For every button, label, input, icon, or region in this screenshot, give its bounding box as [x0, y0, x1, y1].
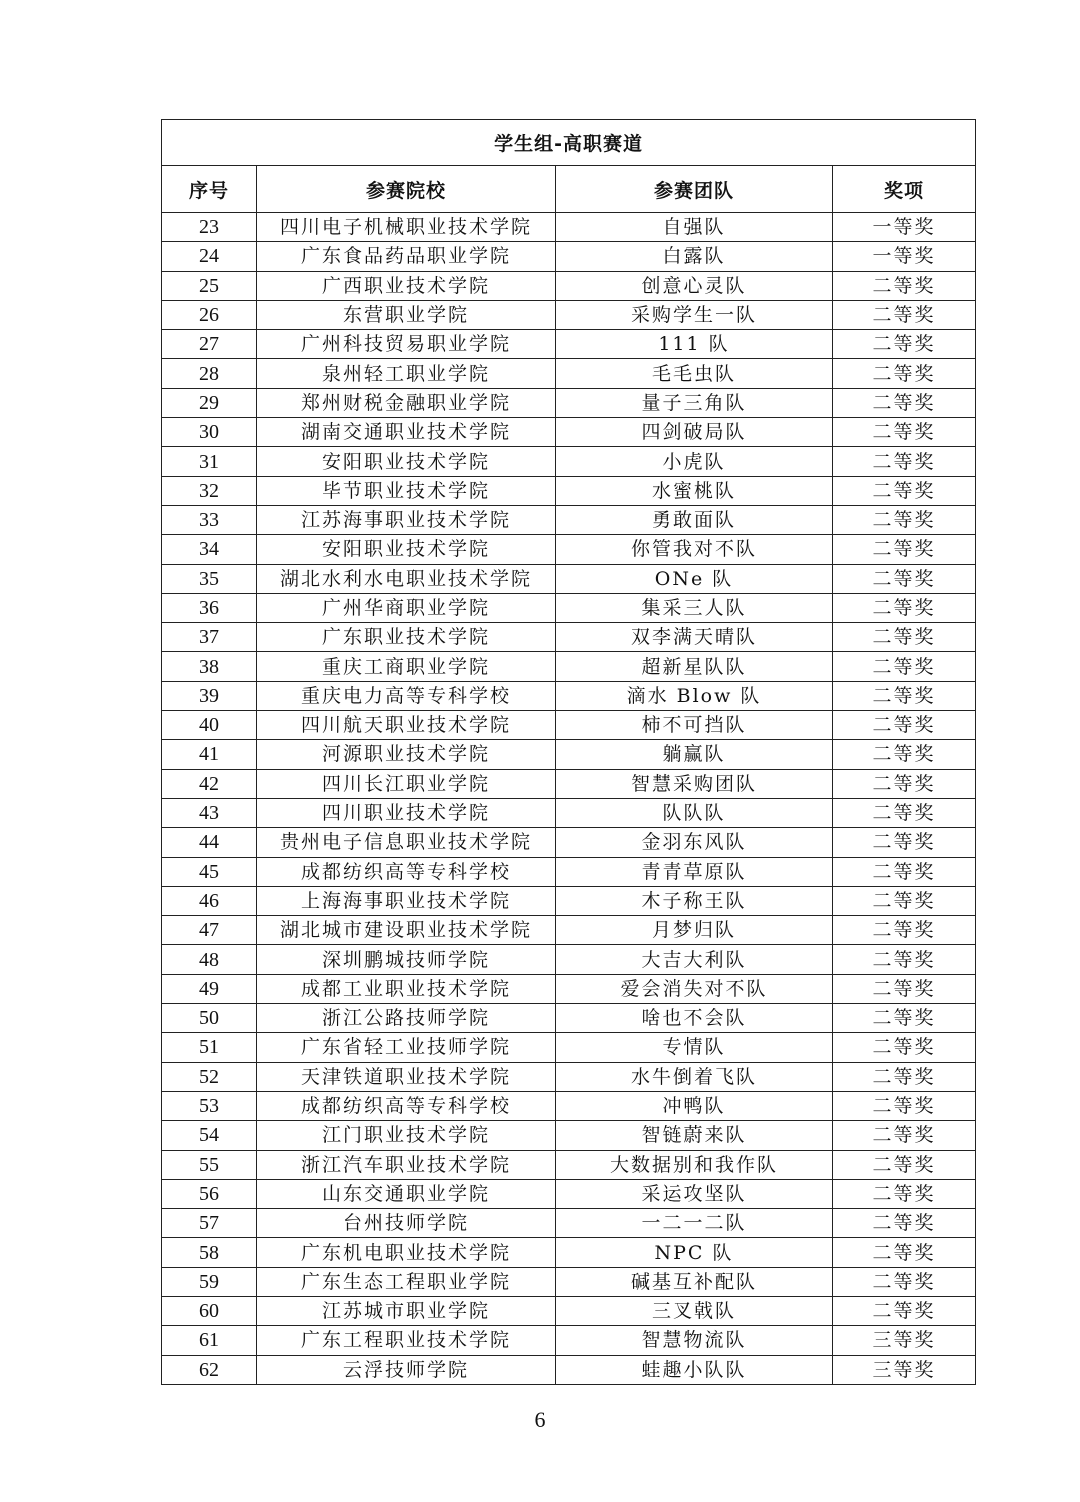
table-row [162, 945, 976, 974]
cell-school: 四川电子机械职业技术学院 [257, 213, 556, 242]
cell-no: 47 [162, 916, 257, 945]
cell-school: 江门职业技术学院 [257, 1121, 556, 1150]
cell-team: 小虎队 [556, 447, 833, 476]
cell-award: 三等奖 [833, 1355, 976, 1384]
cell-school: 江苏城市职业学院 [257, 1296, 556, 1325]
cell-team: 智慧物流队 [556, 1326, 833, 1355]
cell-school: 广西职业技术学院 [257, 271, 556, 300]
cell-award: 二等奖 [833, 711, 976, 740]
cell-school: 湖北城市建设职业技术学院 [257, 916, 556, 945]
cell-team: 啥也不会队 [556, 1004, 833, 1033]
cell-school: 浙江公路技师学院 [257, 1004, 556, 1033]
cell-school: 重庆电力高等专科学校 [257, 681, 556, 710]
cell-team: 智慧采购团队 [556, 769, 833, 798]
table-row [162, 1179, 976, 1208]
cell-award: 二等奖 [833, 388, 976, 417]
cell-team: 月梦归队 [556, 916, 833, 945]
cell-team: 采购学生一队 [556, 300, 833, 329]
table-title: 学生组-高职赛道 [162, 120, 976, 166]
cell-no: 34 [162, 535, 257, 564]
table-title-row [162, 120, 976, 166]
cell-no: 37 [162, 623, 257, 652]
cell-award: 一等奖 [833, 213, 976, 242]
cell-award: 二等奖 [833, 769, 976, 798]
cell-award: 二等奖 [833, 681, 976, 710]
cell-school: 贵州电子信息职业技术学院 [257, 828, 556, 857]
cell-no: 54 [162, 1121, 257, 1150]
cell-school: 四川航天职业技术学院 [257, 711, 556, 740]
cell-team: 一二一二队 [556, 1209, 833, 1238]
header-team: 参赛团队 [556, 166, 833, 213]
cell-team: 躺赢队 [556, 740, 833, 769]
table-row [162, 330, 976, 359]
cell-award: 二等奖 [833, 857, 976, 886]
cell-school: 安阳职业技术学院 [257, 447, 556, 476]
cell-team: 双李满天晴队 [556, 623, 833, 652]
cell-award: 二等奖 [833, 330, 976, 359]
table-row [162, 242, 976, 271]
cell-award: 二等奖 [833, 1238, 976, 1267]
cell-award: 三等奖 [833, 1326, 976, 1355]
table-row [162, 1296, 976, 1325]
cell-award: 二等奖 [833, 916, 976, 945]
cell-no: 62 [162, 1355, 257, 1384]
cell-no: 43 [162, 798, 257, 827]
cell-no: 38 [162, 652, 257, 681]
cell-team: 青青草原队 [556, 857, 833, 886]
cell-team: NPC 队 [556, 1238, 833, 1267]
cell-team: 大数据别和我作队 [556, 1150, 833, 1179]
cell-school: 江苏海事职业技术学院 [257, 505, 556, 534]
table-row [162, 1033, 976, 1062]
cell-no: 51 [162, 1033, 257, 1062]
table-row [162, 857, 976, 886]
cell-team: ONe 队 [556, 564, 833, 593]
cell-award: 二等奖 [833, 1150, 976, 1179]
header-award: 奖项 [833, 166, 976, 213]
cell-team: 滴水 Blow 队 [556, 681, 833, 710]
cell-school: 广州科技贸易职业学院 [257, 330, 556, 359]
cell-no: 39 [162, 681, 257, 710]
cell-award: 二等奖 [833, 652, 976, 681]
cell-school: 广东机电职业技术学院 [257, 1238, 556, 1267]
cell-team: 111 队 [556, 330, 833, 359]
cell-no: 60 [162, 1296, 257, 1325]
cell-award: 二等奖 [833, 564, 976, 593]
cell-no: 53 [162, 1091, 257, 1120]
cell-award: 二等奖 [833, 359, 976, 388]
cell-no: 46 [162, 886, 257, 915]
cell-no: 35 [162, 564, 257, 593]
cell-team: 队队队 [556, 798, 833, 827]
cell-school: 浙江汽车职业技术学院 [257, 1150, 556, 1179]
table-row [162, 1062, 976, 1091]
cell-award: 二等奖 [833, 1267, 976, 1296]
cell-team: 专情队 [556, 1033, 833, 1062]
table-row [162, 974, 976, 1003]
cell-no: 29 [162, 388, 257, 417]
cell-award: 二等奖 [833, 447, 976, 476]
cell-award: 二等奖 [833, 535, 976, 564]
cell-school: 湖北水利水电职业技术学院 [257, 564, 556, 593]
cell-no: 56 [162, 1179, 257, 1208]
cell-award: 二等奖 [833, 1179, 976, 1208]
cell-school: 天津铁道职业技术学院 [257, 1062, 556, 1091]
table-row [162, 359, 976, 388]
table-row [162, 535, 976, 564]
table-row [162, 593, 976, 622]
table-row [162, 564, 976, 593]
table-row [162, 1091, 976, 1120]
cell-no: 48 [162, 945, 257, 974]
table-row [162, 1238, 976, 1267]
cell-award: 二等奖 [833, 271, 976, 300]
cell-award: 二等奖 [833, 623, 976, 652]
cell-team: 蛙趣小队队 [556, 1355, 833, 1384]
table-body [162, 213, 976, 1385]
cell-school: 成都纺织高等专科学校 [257, 1091, 556, 1120]
cell-team: 三叉戟队 [556, 1296, 833, 1325]
cell-team: 自强队 [556, 213, 833, 242]
cell-school: 广州华商职业学院 [257, 593, 556, 622]
cell-no: 50 [162, 1004, 257, 1033]
table-row [162, 1267, 976, 1296]
table-row [162, 447, 976, 476]
cell-team: 集采三人队 [556, 593, 833, 622]
header-no: 序号 [162, 166, 257, 213]
cell-award: 二等奖 [833, 828, 976, 857]
table-row [162, 1150, 976, 1179]
award-table [161, 119, 976, 1385]
cell-no: 23 [162, 213, 257, 242]
table-row [162, 916, 976, 945]
table-row [162, 271, 976, 300]
cell-school: 泉州轻工职业学院 [257, 359, 556, 388]
cell-award: 二等奖 [833, 798, 976, 827]
cell-no: 33 [162, 505, 257, 534]
table-row [162, 1121, 976, 1150]
table-row [162, 740, 976, 769]
cell-school: 山东交通职业学院 [257, 1179, 556, 1208]
cell-no: 57 [162, 1209, 257, 1238]
cell-no: 49 [162, 974, 257, 1003]
table-row [162, 769, 976, 798]
cell-no: 24 [162, 242, 257, 271]
cell-award: 二等奖 [833, 1062, 976, 1091]
cell-award: 二等奖 [833, 974, 976, 1003]
table-row [162, 886, 976, 915]
cell-no: 31 [162, 447, 257, 476]
table-row [162, 1004, 976, 1033]
cell-school: 广东生态工程职业学院 [257, 1267, 556, 1296]
cell-no: 55 [162, 1150, 257, 1179]
cell-award: 一等奖 [833, 242, 976, 271]
cell-award: 二等奖 [833, 505, 976, 534]
cell-school: 安阳职业技术学院 [257, 535, 556, 564]
cell-school: 台州技师学院 [257, 1209, 556, 1238]
cell-team: 勇敢面队 [556, 505, 833, 534]
cell-award: 二等奖 [833, 1033, 976, 1062]
cell-no: 42 [162, 769, 257, 798]
cell-no: 40 [162, 711, 257, 740]
page-number: 6 [534, 1407, 546, 1432]
cell-school: 广东工程职业技术学院 [257, 1326, 556, 1355]
cell-no: 30 [162, 418, 257, 447]
cell-school: 河源职业技术学院 [257, 740, 556, 769]
cell-award: 二等奖 [833, 300, 976, 329]
cell-no: 26 [162, 300, 257, 329]
cell-school: 成都纺织高等专科学校 [257, 857, 556, 886]
cell-award: 二等奖 [833, 1209, 976, 1238]
table-row [162, 300, 976, 329]
cell-school: 毕节职业技术学院 [257, 476, 556, 505]
cell-no: 45 [162, 857, 257, 886]
table-row [162, 418, 976, 447]
cell-school: 广东食品药品职业学院 [257, 242, 556, 271]
cell-team: 水蜜桃队 [556, 476, 833, 505]
table-header-row [162, 166, 976, 213]
cell-award: 二等奖 [833, 476, 976, 505]
cell-no: 25 [162, 271, 257, 300]
cell-team: 水牛倒着飞队 [556, 1062, 833, 1091]
cell-award: 二等奖 [833, 740, 976, 769]
cell-team: 木子称王队 [556, 886, 833, 915]
table-row [162, 652, 976, 681]
cell-award: 二等奖 [833, 1121, 976, 1150]
cell-team: 爱会消失对不队 [556, 974, 833, 1003]
cell-award: 二等奖 [833, 418, 976, 447]
cell-no: 32 [162, 476, 257, 505]
cell-team: 创意心灵队 [556, 271, 833, 300]
cell-no: 52 [162, 1062, 257, 1091]
cell-school: 郑州财税金融职业学院 [257, 388, 556, 417]
cell-school: 广东职业技术学院 [257, 623, 556, 652]
cell-school: 四川职业技术学院 [257, 798, 556, 827]
cell-team: 超新星队队 [556, 652, 833, 681]
cell-award: 二等奖 [833, 1004, 976, 1033]
table-row [162, 711, 976, 740]
cell-no: 27 [162, 330, 257, 359]
cell-school: 成都工业职业技术学院 [257, 974, 556, 1003]
table-row [162, 476, 976, 505]
cell-no: 36 [162, 593, 257, 622]
cell-school: 湖南交通职业技术学院 [257, 418, 556, 447]
cell-award: 二等奖 [833, 886, 976, 915]
cell-no: 44 [162, 828, 257, 857]
cell-award: 二等奖 [833, 1091, 976, 1120]
table-row [162, 505, 976, 534]
cell-team: 四剑破局队 [556, 418, 833, 447]
table-row [162, 681, 976, 710]
table-row [162, 1355, 976, 1384]
cell-team: 大吉大利队 [556, 945, 833, 974]
cell-team: 采运攻坚队 [556, 1179, 833, 1208]
table-row [162, 1326, 976, 1355]
cell-award: 二等奖 [833, 1296, 976, 1325]
cell-team: 你管我对不队 [556, 535, 833, 564]
cell-team: 柿不可挡队 [556, 711, 833, 740]
cell-team: 冲鸭队 [556, 1091, 833, 1120]
cell-team: 金羽东风队 [556, 828, 833, 857]
table-row [162, 623, 976, 652]
cell-school: 广东省轻工业技师学院 [257, 1033, 556, 1062]
cell-school: 云浮技师学院 [257, 1355, 556, 1384]
cell-team: 毛毛虫队 [556, 359, 833, 388]
cell-team: 智链蔚来队 [556, 1121, 833, 1150]
table-row [162, 798, 976, 827]
header-school: 参赛院校 [257, 166, 556, 213]
cell-no: 58 [162, 1238, 257, 1267]
cell-award: 二等奖 [833, 945, 976, 974]
cell-no: 61 [162, 1326, 257, 1355]
cell-no: 41 [162, 740, 257, 769]
table-row [162, 388, 976, 417]
cell-school: 重庆工商职业学院 [257, 652, 556, 681]
cell-school: 深圳鹏城技师学院 [257, 945, 556, 974]
cell-school: 东营职业学院 [257, 300, 556, 329]
cell-no: 59 [162, 1267, 257, 1296]
cell-school: 四川长江职业学院 [257, 769, 556, 798]
cell-team: 白露队 [556, 242, 833, 271]
cell-team: 量子三角队 [556, 388, 833, 417]
table-row [162, 828, 976, 857]
cell-no: 28 [162, 359, 257, 388]
table-row [162, 213, 976, 242]
cell-team: 碱基互补配队 [556, 1267, 833, 1296]
cell-school: 上海海事职业技术学院 [257, 886, 556, 915]
table-row [162, 1209, 976, 1238]
cell-award: 二等奖 [833, 593, 976, 622]
